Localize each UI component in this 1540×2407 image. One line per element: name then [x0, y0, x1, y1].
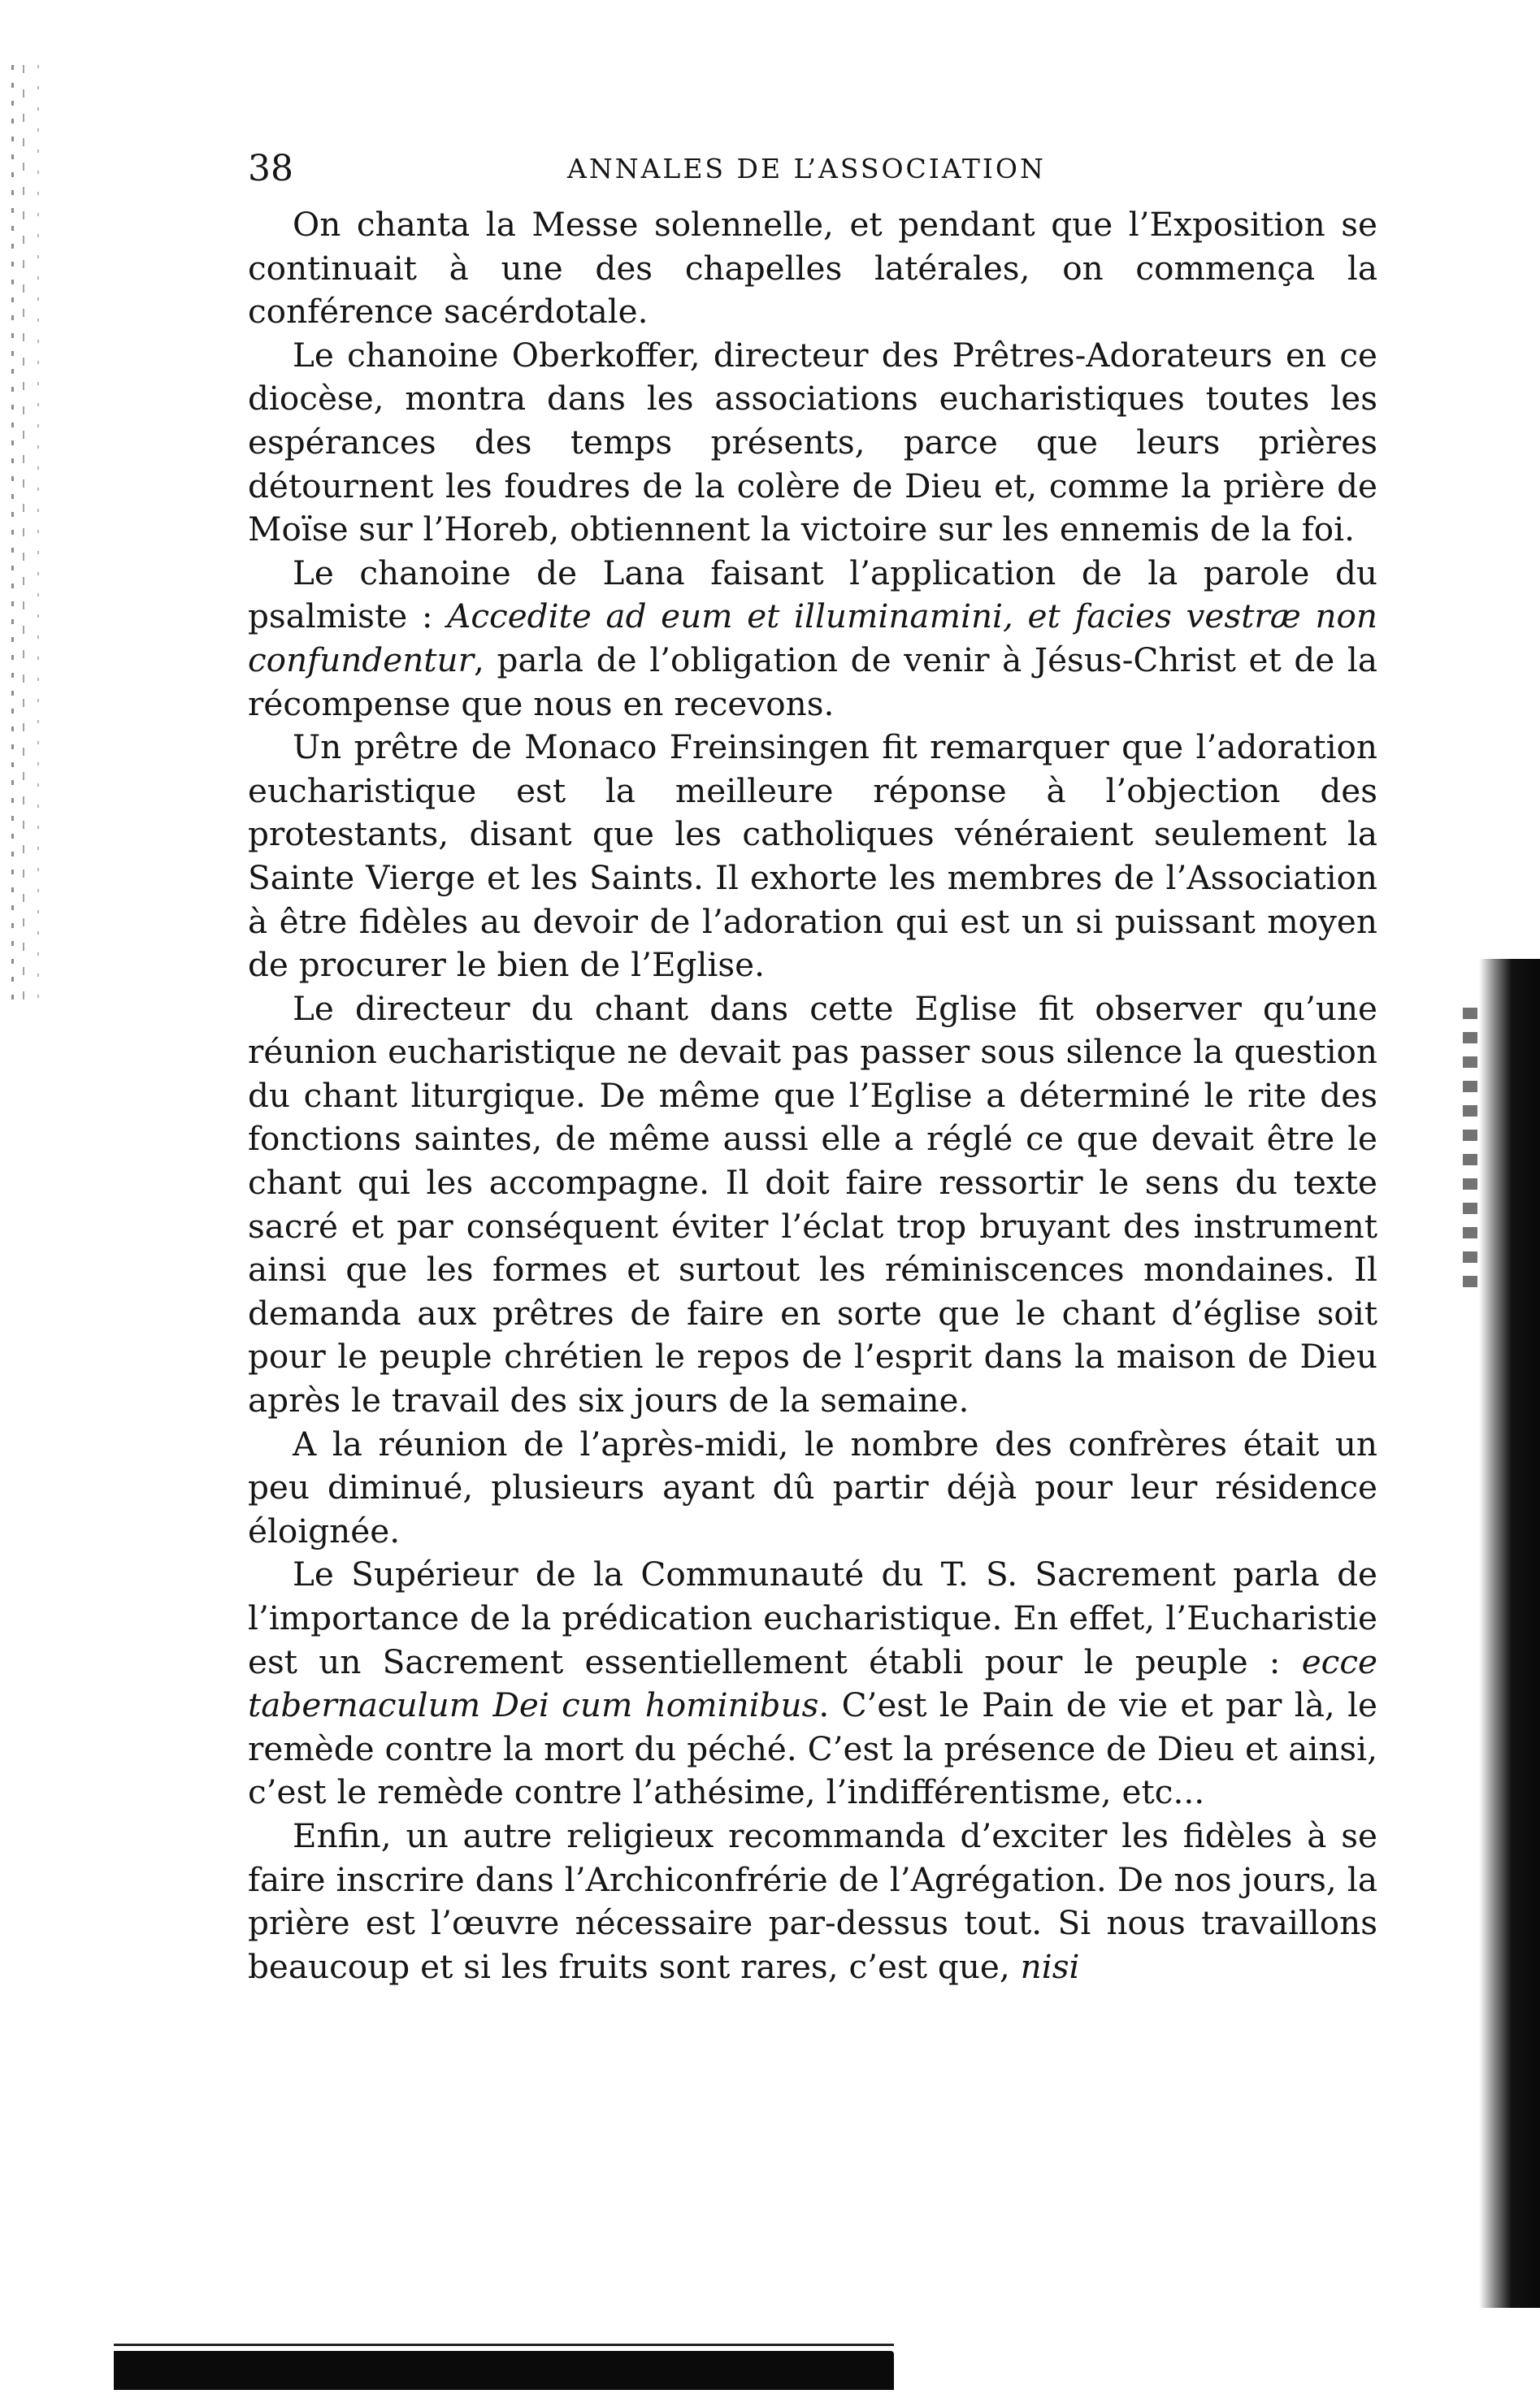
- paragraph-text: On chanta la Messe solennelle, et pendant que l’Exposition se continuait à une des chapelles latérales, on commença la conférence sacérdotale.: [248, 205, 1377, 332]
- paragraph-3: [248, 552, 1377, 726]
- paragraph-text: Un prêtre de Monaco Freinsingen fit remarquer que l’adoration eucharistique est la meilleure réponse à l’objection des protestants, disant que les catholiques vénéraient seulement la Sainte Vierge et les Saints. Il exhorte les membres de l’Association à être fidèles au devoir de l’adoration qui est un si puissant moyen de procurer le bien de l’Eglise.: [248, 727, 1377, 985]
- paragraph-6: [248, 1423, 1377, 1554]
- scan-right-edge-marks: [1463, 1008, 1477, 1300]
- paragraph-8: [248, 1815, 1377, 1988]
- paragraph-text: Le chanoine Oberkoffer, directeur des Prêtres-Adorateurs en ce diocèse, montra dans les associations eucharistiques toutes les espérances des temps présents, parce que leurs prières détournent les foudres de la colère de Dieu et, comme la prière de Moïse sur l’Horeb, obtiennent la victoire sur les ennemis de la foi.: [248, 335, 1377, 549]
- scan-bottom-rule: [114, 2344, 894, 2346]
- body-text: [248, 203, 1377, 1988]
- paragraph-text: Enfin, un autre religieux recommanda d’exciter les fidèles à se faire inscrire dans l’Archiconfrérie de l’Agrégation. De nos jours, la prière est l’œuvre nécessaire par-dessus tout. Si nous travaillons beaucoup et si les fruits sont rares, c’est que,: [248, 1815, 1377, 1986]
- scan-right-binding-shadow: [1479, 959, 1540, 2308]
- page-header: [248, 145, 1418, 193]
- paragraph-text: A la réunion de l’après-midi, le nombre des confrères était un peu diminué, plusieurs ayant dû partir déjà pour leur résidence éloignée.: [248, 1424, 1377, 1550]
- paragraph-text: Le directeur du chant dans cette Eglise fit observer qu’une réunion eucharistique ne devait pas passer sous silence la question du chant liturgique. De même que l’Eglise a déterminé le rite des fonctions saintes, de même aussi elle a réglé ce que devait être le chant qui les accompagne. Il doit faire ressortir le sens du texte sacré et par conséquent éviter l’éclat trop bruyant des instrument ainsi que les formes et surtout les réminiscences mondaines. Il demanda aux prêtres de faire en sorte que le chant d’église soit pour le peuple chrétien le repos de l’esprit dans la maison de Dieu après le travail des six jours de la semaine.: [248, 988, 1377, 1420]
- paragraph-7: [248, 1553, 1377, 1815]
- scan-left-edge-noise: [5, 65, 54, 1000]
- page-number: 38: [248, 148, 293, 189]
- paragraph-1: [248, 203, 1377, 334]
- paragraph-text: . C’est le Pain de vie et par là, le remède contre la mort du péché. C’est la présence de Dieu et ainsi, c’est le remède contre l’athésime, l’indifférentisme, etc...: [248, 1685, 1377, 1812]
- scan-bottom-bar: [114, 2351, 894, 2390]
- latin-quotation: Accedite ad eum et illuminamini, et facies vestræ non confundentur: [248, 596, 1377, 679]
- paragraph-4: [248, 726, 1377, 987]
- latin-quotation: ecce tabernaculum Dei cum hominibus: [248, 1642, 1377, 1725]
- paragraph-text: , parla de l’obligation de venir à Jésus-Christ et de la récompense que nous en recevons.: [248, 640, 1377, 723]
- paragraph-text: Le chanoine de Lana faisant l’application de la parole du psalmiste :: [248, 553, 1377, 636]
- paragraph-5: [248, 987, 1377, 1423]
- paragraph-2: [248, 334, 1377, 552]
- running-head: ANNALES DE L’ASSOCIATION: [567, 153, 1046, 184]
- paragraph-text: Le Supérieur de la Communauté du T. S. Sacrement parla de l’importance de la prédication eucharistique. En effet, l’Eucharistie est un Sacrement essentiellement établi pour le peuple :: [248, 1555, 1377, 1681]
- latin-quotation: nisi: [1020, 1946, 1080, 1986]
